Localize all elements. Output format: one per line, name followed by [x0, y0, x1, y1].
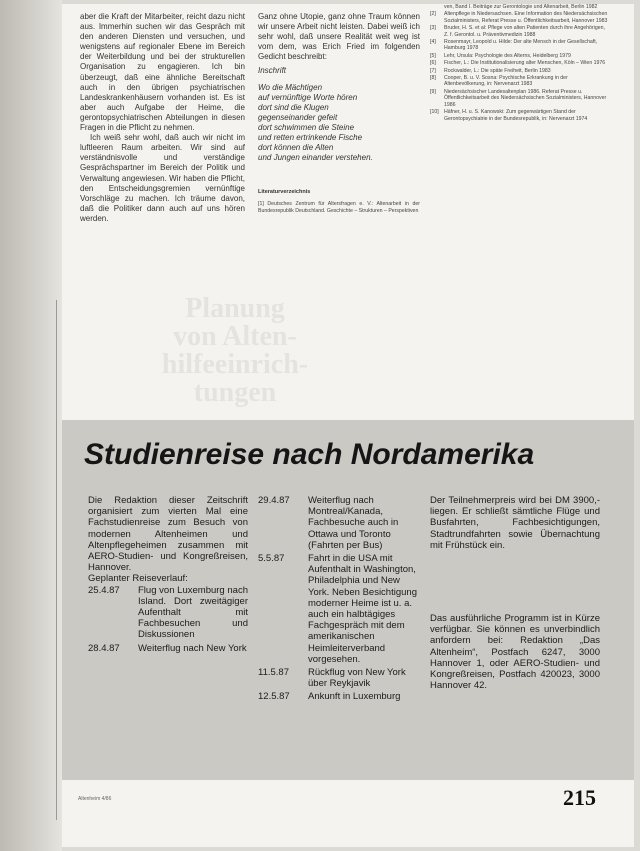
schedule-title: Geplanter Reiseverlauf:	[88, 573, 188, 585]
literature-title: Literaturverzeichnis	[258, 189, 311, 196]
schedule-text: Flug von Luxemburg nach Island. Dort zweitägiger Aufenthalt mit Fachbesuchen und Diskussionen	[138, 584, 248, 641]
page-number: 215	[563, 785, 596, 810]
gutter-line	[56, 300, 57, 820]
announcement-column-1	[88, 495, 248, 654]
reference-item: [10] Häfner, H. u. S. Kanowski: Zum gegenwärtigen Stand der Gerontopsychiatrie in der Bundesrepublik, in: Nervenarzt 1974	[430, 109, 588, 122]
schedule-text: Weiterflug nach Montreal/Kanada, Fachbesuche auch in Ottawa und Toronto (Fahrten per Bus)	[308, 495, 399, 551]
article-column-1	[80, 12, 245, 224]
reference-item: [4] Rosenmayr, Leopold u. Hilde: Der alte Mensch in der Gesellschaft, Hamburg 1978	[430, 39, 598, 52]
schedule-row	[258, 553, 418, 665]
poem-line: und retten ertrinkende Fische	[258, 133, 363, 143]
announcement-intro: Die Redaktion dieser Zeitschrift organisiert zum vierten Mal eine Fachstudienreise zum Besuch von modernen Altenheimen und Altenpflegeheimen zusammen mit AERO-Studien- und Kongreßreisen, Hannover.	[88, 495, 248, 574]
schedule-date: 25.4.87	[88, 584, 120, 596]
schedule-date: 29.4.87	[258, 495, 290, 506]
reference-item: [8] Cooper, B. u. V. Sosna: Psychische Erkrankung in der Altenbevölkerung, in: Nervenarzt 1983	[430, 75, 568, 88]
reference-item: [9] Niedersächsischer Landesaltenplan 1986. Referat Presse u. Öffentlichkeitsarbeit des Niedersächsischen Sozialministers, Hannover 1986	[430, 88, 607, 108]
reference-item: ven, Band I. Beiträge zur Gerontologie und Altenarbeit, Berlin 1982	[444, 4, 598, 10]
announcement-column-3	[430, 495, 600, 691]
announcement-price: Der Teilnehmerpreis wird bei DM 3900,- liegen. Er schließt sämtliche Flüge und Busfahrten, Fachbesichtigungen, Stadtrundfahrten sowie Übernachtung mit Frühstück ein.	[430, 495, 600, 551]
poem-line: Wo die Mächtigen	[258, 82, 323, 92]
schedule-row	[88, 643, 248, 654]
poem-line: auf vernünftige Worte hören	[258, 92, 358, 102]
schedule-text: Ankunft in Luxemburg	[308, 691, 401, 703]
schedule-date: 5.5.87	[258, 553, 285, 565]
literature-entry: [1] Deutsches Zentrum für Altersfragen e. V.: Altenarbeit in der Bundesrepublik Deutschland. Geschichte – Strukturen – Perspektiven	[258, 201, 420, 214]
reference-item: [6] Fischer, L.: Die Institutionalisierung alter Menschen, Köln – Wien 1976	[430, 60, 606, 67]
announcement-column-2	[258, 495, 418, 703]
poem-line: dort sind die Klugen	[258, 102, 329, 112]
reference-item: [3] Bruder, H. S. et al: Pflege von alten Patienten durch ihre Angehörigen, Z. f. Gerontol. u. Präventivmedizin 1988	[430, 25, 605, 38]
article-column-2	[258, 12, 420, 214]
announcement-headline: Studienreise nach Nordamerika	[84, 438, 535, 471]
article-paragraph: Ich weiß sehr wohl, daß auch wir nicht im luftleeren Raum arbeiten. Wir sind auf verständnisvolle und verständige Gesprächspartner im Bereich der Politik und Verwaltung angewiesen. Wir haben die Pflicht, den Entscheidungsgremien vernünftige Vorschläge zu machen. Ich träume davon, daß die Politiker dann auch auf uns hören werden.	[80, 133, 245, 223]
schedule-text: Weiterflug nach New York	[138, 642, 247, 654]
poem-line: gegenseinander gefeit	[258, 112, 338, 122]
article-paragraph: aber die Kraft der Mitarbeiter, reicht dazu nicht aus. Immerhin suchen wir das Gespräch mit den anderen Diensten und versuchen, und wenigstens auf regionaler Ebene im Bereich der Weiterbildung und bei der strukturellen Organisation zu engagieren. Ich bin überzeugt, daß eine ähnliche Bereitschaft auch in den übrigen psychiatrischen Landeskrankenhäusern vorhanden ist. Es ist aber auch Aufgabe der Heime, die gerontopsychiatrischen Abteilungen in diesen Fragen in die Pflicht zu nehmen.	[80, 12, 245, 133]
reference-list	[430, 4, 608, 123]
reference-item: [5] Lehr, Ursula: Psychologie des Alterns, Heidelberg 1979	[430, 52, 571, 59]
reference-item: [7] Rockwalder, L.: Die späte Freiheit, Berlin 1983	[430, 67, 551, 74]
announcement-contact: Das ausführliche Programm ist in Kürze verfügbar. Sie können es unverbindlich anfordern bei: Redaktion „Das Altenheim“, Postfach 6247, 3000 Hannover 1, oder AERO-Studien- und Kongreßreisen, Postfach 420023, 3000 Hannover 42.	[430, 613, 600, 692]
schedule-row	[258, 495, 418, 551]
poem	[258, 66, 420, 163]
schedule-date: 11.5.87	[258, 667, 289, 679]
schedule-row	[258, 691, 418, 702]
page-footer: Altenheim 4/86	[78, 796, 112, 802]
schedule-text: Fahrt in die USA mit Aufenthalt in Washington, Philadelphia und New York. Neben Besichtigung moderner Heime ist u. a. auch ein halbtägiges Fachgespräch mit dem amerikanischen Heimleiterverband vorgesehen.	[308, 553, 417, 665]
bleed-through-watermark: Planung von Alten- hilfeeinrich- tungen	[161, 293, 309, 408]
schedule-date: 12.5.87	[258, 691, 290, 703]
reference-item: [2] Altenpflege in Niedersachsen. Eine Information des Niedersächsischen Sozialministers, Referat Presse u. Öffentlichkeitsarbeit, Hannover 1983	[430, 11, 608, 24]
poem-line: dort können die Alten	[258, 143, 334, 153]
article-paragraph: Ganz ohne Utopie, ganz ohne Traum können wir unsere Arbeit nicht leisten. Dabei weiß ich sehr wohl, daß unsere Realität weit weg ist vom dem, was Erich Fried im folgenden Gedicht beschreibt:	[258, 12, 420, 62]
poem-line: dort schwimmen die Steine	[258, 122, 355, 132]
page-gutter	[0, 0, 62, 851]
schedule-date: 28.4.87	[88, 642, 120, 654]
schedule-row	[258, 667, 418, 689]
schedule-row	[88, 585, 248, 641]
poem-title: Inschrift	[258, 66, 287, 76]
schedule-text: Rückflug von New York über Reykjavik	[308, 667, 406, 690]
poem-line: und Jungen einander verstehen.	[258, 153, 373, 163]
